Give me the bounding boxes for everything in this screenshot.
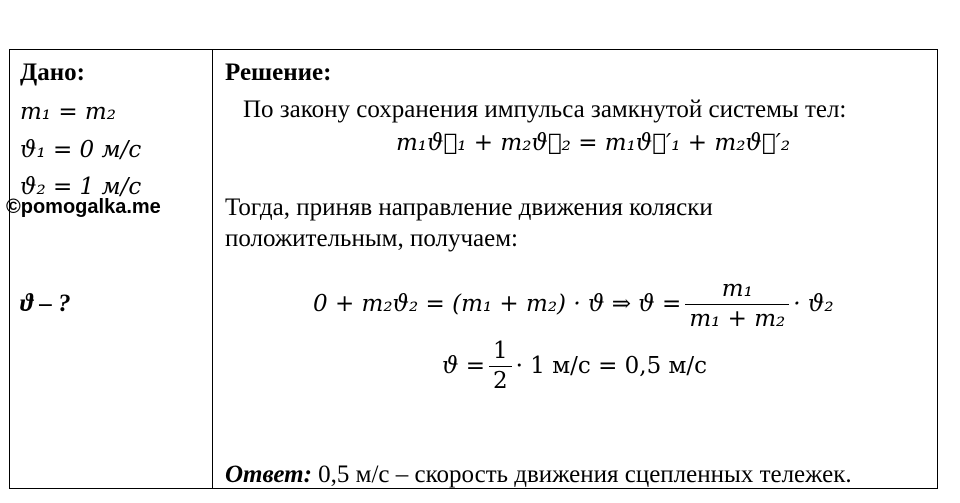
conservation-equation: m₁ϑ⃗₁ + m₂ϑ⃗₂ = m₁ϑ⃗′₁ + m₂ϑ⃗′₂ xyxy=(396,130,791,156)
answer-label: Ответ: xyxy=(225,461,312,488)
column-divider xyxy=(212,49,213,489)
velocity-equation xyxy=(313,278,834,331)
calculation-left: ϑ = xyxy=(442,353,486,379)
given-line-mass: m₁ = m₂ xyxy=(20,99,116,125)
calculation-fraction-denominator: 2 xyxy=(493,368,508,394)
velocity-equation-right: · ϑ₂ xyxy=(793,291,834,317)
watermark-text: ©pomogalka.me xyxy=(6,196,161,218)
direction-text-line2: положительным, получаем: xyxy=(225,225,519,252)
direction-text-line1: Тогда, приняв направление движения коляски xyxy=(225,194,713,221)
velocity-fraction-numerator: m₁ xyxy=(685,278,789,305)
given-line-v1: ϑ₁ = 0 м/с xyxy=(20,137,142,163)
calculation-equation xyxy=(442,340,707,393)
given-header: Дано: xyxy=(20,59,85,86)
calculation-fraction xyxy=(489,340,512,393)
velocity-fraction xyxy=(685,278,789,331)
answer-text: 0,5 м/с – скорость движения сцепленных тележек. xyxy=(318,461,852,488)
answer-line xyxy=(225,462,852,487)
velocity-fraction-denominator: m₁ + m₂ xyxy=(689,306,786,332)
velocity-equation-left: 0 + m₂ϑ₂ = (m₁ + m₂) · ϑ ⇒ ϑ = xyxy=(313,291,682,317)
given-question: ϑ – ? xyxy=(20,290,71,317)
calculation-fraction-numerator: 1 xyxy=(489,340,512,367)
solution-header: Решение: xyxy=(225,59,332,86)
given-line-v2: ϑ₂ = 1 м/с xyxy=(20,174,142,200)
calculation-right: · 1 м/с = 0,5 м/с xyxy=(515,353,708,379)
intro-text: По закону сохранения импульса замкнутой системы тел: xyxy=(243,96,847,123)
